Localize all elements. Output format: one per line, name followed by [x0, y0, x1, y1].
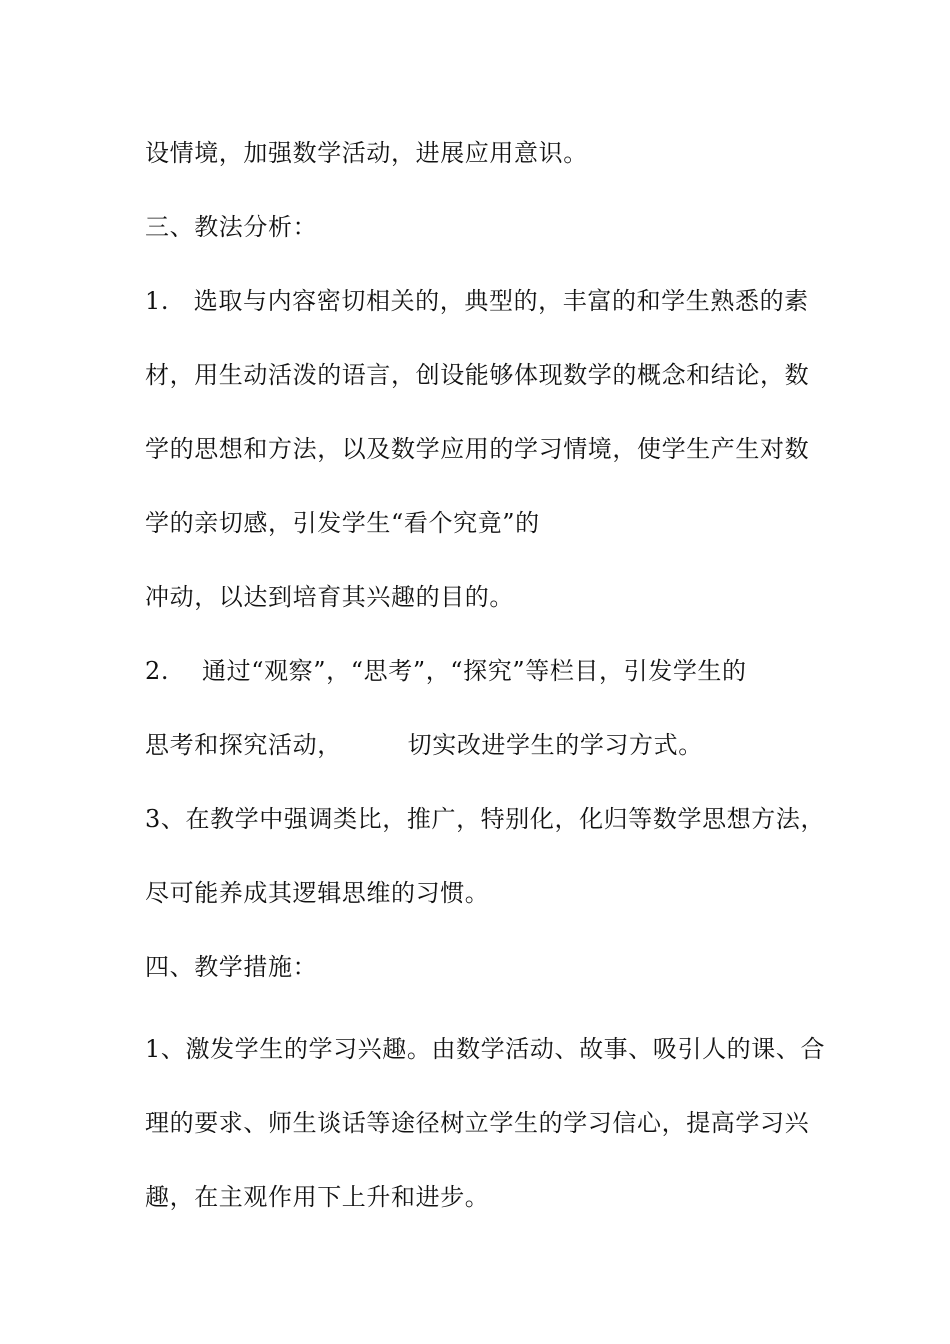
paragraph-line: 3、在教学中强调类比，推广，特别化，化归等数学思想方法，	[145, 805, 826, 833]
paragraph-line: 趣，在主观作用下上升和进步。	[145, 1183, 490, 1211]
paragraph-line: 学的思想和方法，以及数学应用的学习情境，使学生产生对数	[145, 435, 810, 463]
paragraph-line: 材，用生动活泼的语言，创设能够体现数学的概念和结论，数	[145, 361, 810, 389]
paragraph-line: 设情境，加强数学活动，进展应用意识。	[145, 139, 588, 167]
paragraph-line: 思考和探究活动， 切实改进学生的学习方式。	[145, 731, 703, 759]
paragraph-line: 学的亲切感，引发学生“看个究竟”的	[145, 509, 540, 537]
paragraph-line: 2. 通过“观察”，“思考”，“探究”等栏目，引发学生的	[145, 657, 747, 685]
section-heading-teaching-method-analysis: 三、教法分析：	[145, 213, 318, 241]
section-heading-teaching-measures: 四、教学措施：	[145, 953, 318, 981]
paragraph-line: 1. 选取与内容密切相关的，典型的，丰富的和学生熟悉的素	[145, 287, 809, 315]
paragraph-line: 冲动，以达到培育其兴趣的目的。	[145, 583, 514, 611]
paragraph-line: 1、激发学生的学习兴趣。由数学活动、故事、吸引人的课、合	[145, 1035, 826, 1063]
paragraph-line: 理的要求、师生谈话等途径树立学生的学习信心，提高学习兴	[145, 1109, 810, 1137]
paragraph-line: 尽可能养成其逻辑思维的习惯。	[145, 879, 490, 907]
